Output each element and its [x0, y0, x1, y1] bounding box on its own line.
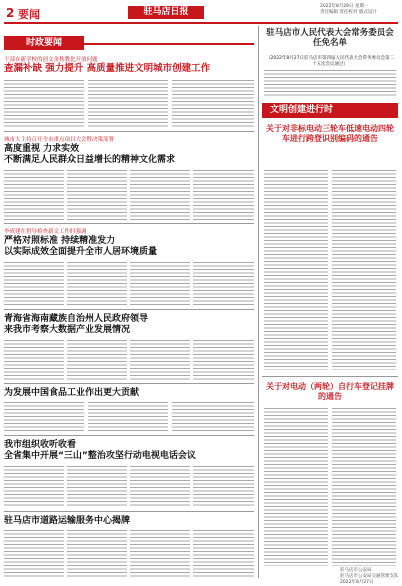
- article-headline: 为发展中国食品工业作出更大贡献: [4, 388, 140, 398]
- article-body: [193, 340, 254, 380]
- divider: [4, 309, 254, 310]
- article-body: [4, 340, 64, 380]
- issue-date: [320, 4, 398, 16]
- signature-line: 驻马店市公安局交通管理支队: [340, 574, 399, 579]
- signature-line: 驻马店市公安局: [340, 568, 372, 573]
- article-headline: 青海省海南藏族自治州人民政府领导: [4, 314, 149, 324]
- article-body: [67, 340, 127, 380]
- article-body: [172, 80, 254, 128]
- article-body: [4, 530, 64, 578]
- article-body: [67, 466, 127, 508]
- banner-rule: [84, 43, 254, 45]
- section-banner: 时政要闻: [4, 36, 84, 50]
- article-body: [172, 402, 254, 432]
- divider: [4, 383, 254, 384]
- article-body: [193, 530, 254, 578]
- divider: [4, 131, 254, 132]
- divider: [4, 435, 254, 436]
- article-body: [193, 466, 254, 508]
- divider: [262, 376, 398, 377]
- article-body: [193, 170, 254, 220]
- page-number: 2: [6, 6, 15, 20]
- article-body: [130, 466, 190, 508]
- article-headline: 以实际成效全面提升全市人居环境质量: [4, 247, 158, 257]
- article-body: [130, 262, 190, 306]
- appointment-list: [264, 70, 396, 98]
- section-title: 要闻: [18, 8, 40, 21]
- article-headline: 不断满足人民群众日益增长的精神文化需求: [4, 155, 176, 165]
- article-body: [88, 402, 168, 432]
- divider: [4, 223, 254, 224]
- header-rule: [4, 22, 398, 24]
- article-headline: 驻马店市道路运输服务中心揭牌: [4, 516, 131, 526]
- article-headline: 查漏补缺 强力提升 高质量推进文明城市创建工作: [4, 63, 211, 74]
- article-headline: 我市组织收听收看: [4, 440, 77, 450]
- article-body: [4, 402, 84, 432]
- article-body: [67, 170, 127, 220]
- article-body: [4, 466, 64, 508]
- article-subhead: 李成建在督导检查新文工作时强调: [4, 229, 87, 235]
- appointment-title: 驻马店市人民代表大会常务委员会任免名单: [266, 28, 394, 48]
- article-headline: 高度重视 力求实效: [4, 144, 80, 154]
- notice-signature: [340, 568, 399, 586]
- column-separator: [258, 26, 259, 578]
- article-body: [88, 80, 168, 128]
- article-subhead: 干部在新学校的创文金秋教化开放问题: [4, 57, 98, 63]
- appointment-subtitle: （2022年8月27日驻马店市第四届人民代表大会常务委员会第二十五次会议通过）: [265, 56, 395, 67]
- article-body: [4, 262, 64, 306]
- article-body: [130, 340, 190, 380]
- article-body: [67, 530, 127, 578]
- notice-body: [264, 408, 328, 566]
- article-body: [130, 170, 190, 220]
- article-body: [193, 262, 254, 306]
- article-body: [67, 262, 127, 306]
- article-headline: 全省集中开展“三山”整治攻坚行动电视电话会议: [4, 451, 196, 461]
- signature-line: 2022年8月27日: [340, 580, 374, 585]
- article-body: [4, 80, 84, 128]
- date-line: 2022年8月29日 星期一: [320, 4, 369, 9]
- article-body: [130, 530, 190, 578]
- notice-body: [264, 170, 328, 370]
- notice-body: [332, 170, 396, 370]
- article-body: [4, 170, 64, 220]
- notice-body: [332, 408, 396, 566]
- newspaper-logo: 驻马店日报: [128, 6, 204, 19]
- article-headline: 来我市考察大数据产业发展情况: [4, 325, 131, 335]
- article-subhead: 城市大主持召开全市重点项目大会暨决策部署: [4, 137, 115, 143]
- divider: [4, 511, 254, 512]
- article-headline: 严格对照标准 持续精准发力: [4, 236, 116, 246]
- date-line: 责任编辑 责任校对 版式设计: [320, 10, 377, 15]
- notice-title: 关于对非标电动三轮车低速电动四轮车进行跨登识别编码的通告: [266, 124, 394, 143]
- notice-title: 关于对电动（两轮）自行车登记挂牌的通告: [266, 382, 394, 401]
- civilization-banner: 文明创建进行时: [262, 103, 398, 118]
